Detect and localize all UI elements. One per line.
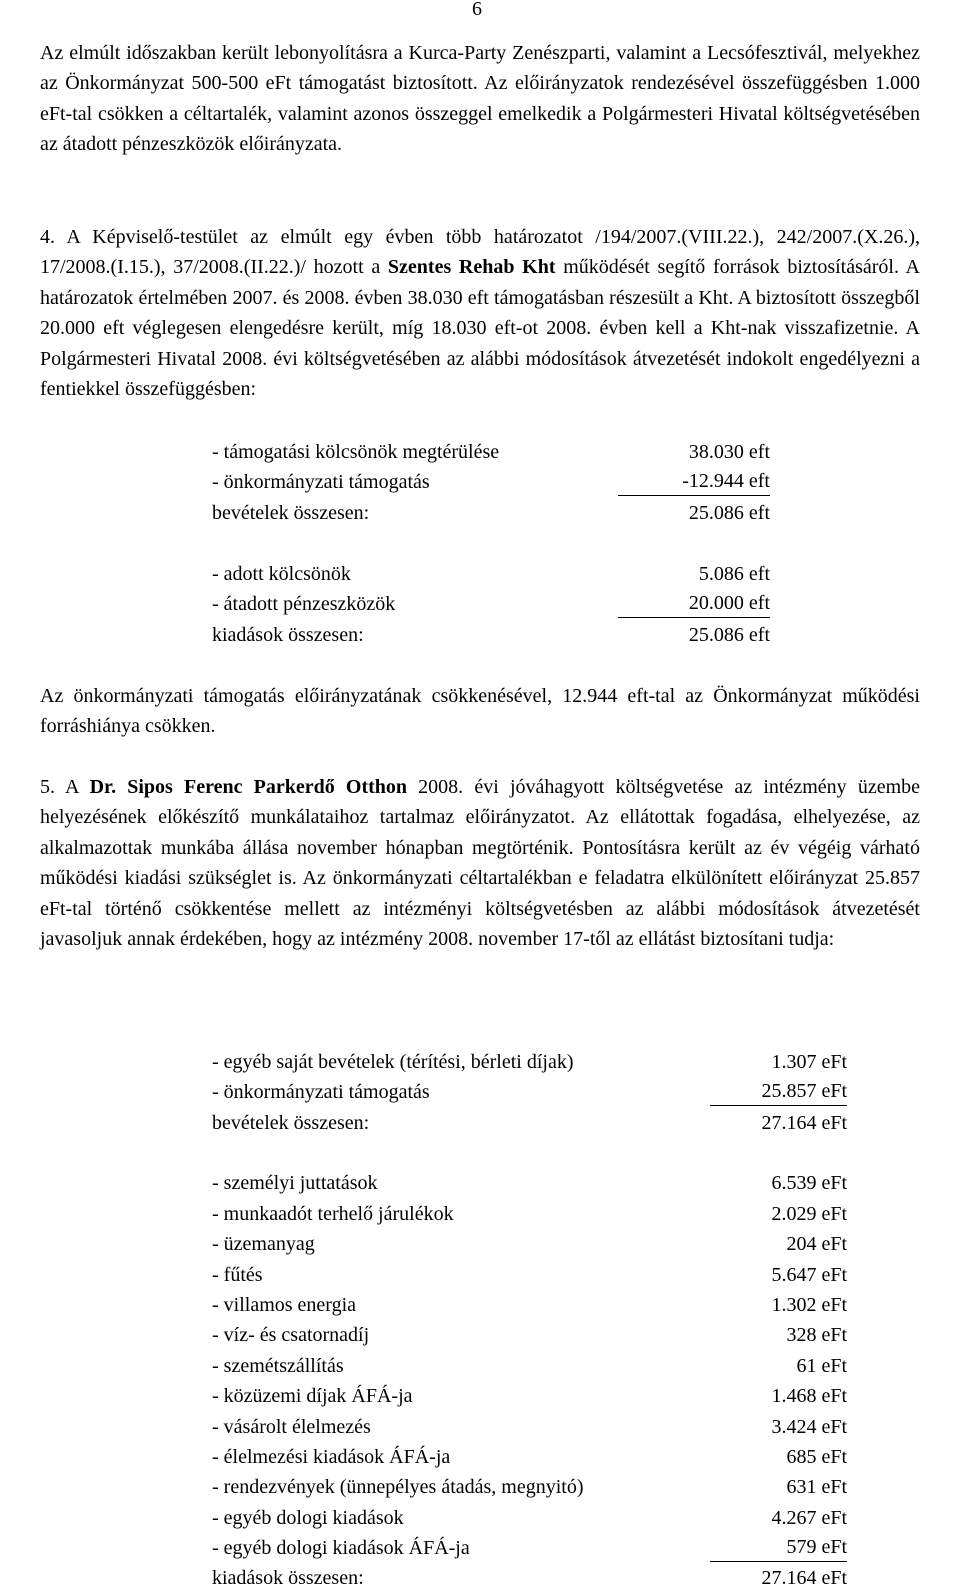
row-label: - egyéb dologi kiadások xyxy=(212,1506,404,1529)
row-amount: 25.857 eFt xyxy=(710,1077,847,1106)
section-5-expense-table xyxy=(212,1138,847,1594)
table-row xyxy=(212,1047,847,1077)
paragraph-kurca-party: Az elmúlt időszakban került lebonyolításra a Kurca-Party Zenészparti, valamint a Lecsófesztivál, melyekhez az Önkormányzat 500-500 eFt támogatást biztosított. Az előirányzatok rendezésével összefüggésben 1.000 eFt-tal csökken a céltartalék, valamint azonos összeggel emelkedik a Polgármesteri Hivatal költségvetésében az átadott pénzeszközök előirányzata. xyxy=(40,42,920,156)
row-label: - önkormányzati támogatás xyxy=(212,1081,430,1104)
row-total-amount: 27.164 eFt xyxy=(761,1111,847,1134)
row-amount: 2.029 eFt xyxy=(771,1202,847,1225)
table-row xyxy=(212,1351,847,1381)
row-amount: -12.944 eft xyxy=(618,467,770,496)
row-label: - rendezvények (ünnepélyes átadás, megnyitó) xyxy=(212,1476,584,1499)
row-label: - vásárolt élelmezés xyxy=(212,1415,371,1438)
row-total-label: bevételek összesen: xyxy=(212,1111,370,1134)
table-row xyxy=(212,467,770,497)
row-amount: 204 eFt xyxy=(786,1233,847,1256)
section-4-text-start: 4. A Képviselő-testület az elmúlt egy évben több határozatot /194/2007.(VIII.22.), 242/2007.(X.26.), 17/2008.(I.15.), 37/2008.(II.22.)/ hozott a xyxy=(40,226,920,279)
row-total-label: bevételek összesen: xyxy=(212,501,370,524)
row-total-amount: 25.086 eft xyxy=(688,623,770,646)
section-4-org-name: Szentes Rehab Kht xyxy=(387,256,556,279)
row-label: - adott kölcsönök xyxy=(212,563,351,585)
row-total-label: kiadások összesen: xyxy=(212,1567,364,1590)
table-row xyxy=(212,1563,847,1593)
section-4-expense-table xyxy=(212,559,770,650)
row-amount: 1.302 eFt xyxy=(771,1293,847,1316)
table-row xyxy=(212,1472,847,1502)
table-row xyxy=(212,559,770,589)
row-amount: 38.030 eft xyxy=(688,441,770,463)
table-row xyxy=(212,498,770,528)
table-row xyxy=(212,1077,847,1107)
row-amount: 6.539 eFt xyxy=(771,1172,847,1195)
section-5-income-table xyxy=(212,1047,847,1138)
row-amount: 1.468 eFt xyxy=(771,1385,847,1408)
row-total-label: kiadások összesen: xyxy=(212,623,364,646)
paragraph-section-4-closing: Az önkormányzati támogatás előirányzatának csökkenésével, 12.944 eft-tal az Önkormányzat működési forráshiánya csökken. xyxy=(40,685,920,738)
table-row xyxy=(212,589,770,619)
row-amount: 5.086 eft xyxy=(698,563,770,585)
row-amount: 328 eFt xyxy=(786,1324,847,1347)
row-total-amount: 25.086 eft xyxy=(688,501,770,524)
table-row xyxy=(212,437,770,467)
row-label: - víz- és csatornadíj xyxy=(212,1324,370,1347)
table-row xyxy=(212,1108,847,1138)
row-amount: 4.267 eFt xyxy=(771,1506,847,1529)
table-row xyxy=(212,1381,847,1411)
row-amount: 685 eFt xyxy=(786,1445,847,1468)
table-row xyxy=(212,1229,847,1259)
section-5-text: 2008. évi jóváhagyott költségvetése az intézmény üzembe helyezésének előkészítő munkálataihoz tartalmaz előirányzatot. Az ellátottak fogadása, elhelyezése, az alkalmazottak munkába állása november hónapban megtörténik. Pontosításra került az év végéig várható működési kiadási szükséglet is. Az önkormányzati céltartalékban e feladatra elkülönített előirányzat 25.857 eFt-tal történő csökkentése mellett az intézményi költségvetésben az alábbi módosítások átvezetését javasoljuk annak érdekében, hogy az intézmény 2008. november 17-től az ellátást biztosítani tudja: xyxy=(40,776,921,951)
table-row xyxy=(212,1168,847,1198)
section-5-institution-name: Dr. Sipos Ferenc Parkerdő Otthon xyxy=(89,776,408,798)
row-label: - közüzemi díjak ÁFÁ-ja xyxy=(212,1385,413,1408)
table-row xyxy=(212,1442,847,1472)
table-row xyxy=(212,1260,847,1290)
table-row xyxy=(212,1412,847,1442)
table-row xyxy=(212,1320,847,1350)
row-label: - átadott pénzeszközök xyxy=(212,593,396,616)
row-label: - önkormányzati támogatás xyxy=(212,471,430,494)
row-amount: 1.307 eFt xyxy=(771,1051,847,1073)
page-number: 6 xyxy=(472,0,482,20)
table-row xyxy=(212,1290,847,1320)
section-4-text-end: működését segítő források biztosításáról. A határozatok értelmében 2007. és 2008. évben 38.030 eft támogatásban részesült a Kht. A biztosított összegből 20.000 eft véglegesen elengedésre került, míg 18.030 eft-ot 2008. évben kell a Kht-nak visszafizetnie. A Polgármesteri Hivatal 2008. évi költségvetésében az alábbi módosítások átvezetését indokolt engedélyezni a fentiekkel összefüggésben: xyxy=(40,256,920,401)
row-label: - szemétszállítás xyxy=(212,1354,344,1377)
section-4-income-table xyxy=(212,437,770,528)
row-label: - villamos energia xyxy=(212,1293,357,1316)
table-row xyxy=(212,620,770,650)
row-total-amount: 27.164 eFt xyxy=(761,1567,847,1590)
row-amount: 3.424 eFt xyxy=(771,1415,847,1438)
row-amount: 5.647 eFt xyxy=(771,1263,847,1286)
row-label: - fűtés xyxy=(212,1263,263,1286)
table-row xyxy=(212,1533,847,1563)
row-amount: 631 eFt xyxy=(786,1476,847,1499)
row-amount: 20.000 eft xyxy=(618,589,770,618)
row-label: - egyéb dologi kiadások ÁFÁ-ja xyxy=(212,1537,470,1560)
row-label: - személyi juttatások xyxy=(212,1172,378,1195)
row-label: - támogatási kölcsönök megtérülése xyxy=(212,441,500,463)
row-label: - egyéb saját bevételek (térítési, bérleti díjak) xyxy=(212,1051,574,1073)
row-label: - élelmezési kiadások ÁFÁ-ja xyxy=(212,1445,451,1468)
paragraph-section-5 xyxy=(40,772,920,954)
section-5-number: 5. A xyxy=(40,776,90,798)
table-row xyxy=(212,1503,847,1533)
row-label: - üzemanyag xyxy=(212,1233,315,1256)
paragraph-section-4 xyxy=(40,222,920,404)
row-amount: 579 eFt xyxy=(710,1533,847,1562)
row-amount: 61 eFt xyxy=(796,1354,847,1377)
row-label: - munkaadót terhelő járulékok xyxy=(212,1202,454,1225)
table-row xyxy=(212,1199,847,1229)
